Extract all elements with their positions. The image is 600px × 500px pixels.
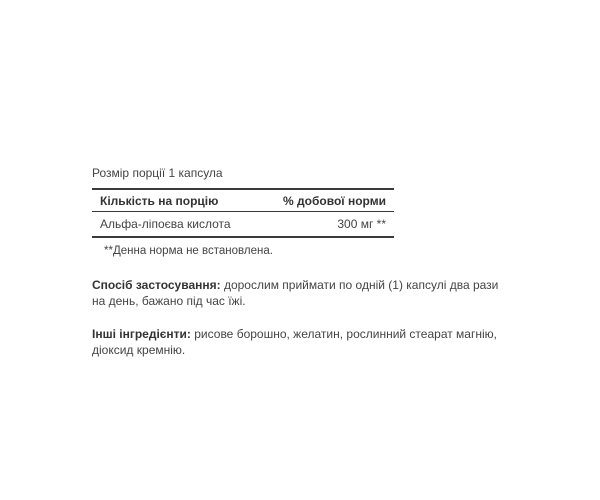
ingredients-label: Інші інгредієнти: xyxy=(92,327,191,341)
serving-size: Розмір порції 1 капсула xyxy=(92,166,223,180)
header-amount-per-serving: Кількість на порцію xyxy=(100,193,219,208)
supplement-facts-panel xyxy=(92,166,512,358)
supplement-facts-table xyxy=(92,188,394,238)
table-row xyxy=(92,212,394,238)
ingredients-text: рисове борошно, желатин, рослинний стеарат магнію, діоксид кремнію. xyxy=(92,327,497,357)
daily-value-footnote: **Денна норма не встановлена. xyxy=(104,245,273,257)
header-daily-value: % добової норми xyxy=(283,193,386,208)
other-ingredients-paragraph xyxy=(92,326,512,358)
usage-text: дорослим приймати по одній (1) капсулі два рази на день, бажано під час їжі. xyxy=(92,278,499,308)
usage-paragraph xyxy=(92,277,512,309)
table-header xyxy=(92,190,394,212)
ingredient-name: Альфа-ліпоєва кислота xyxy=(100,217,231,231)
ingredient-amount: 300 мг ** xyxy=(337,217,386,231)
usage-label: Спосіб застосування: xyxy=(92,278,221,292)
